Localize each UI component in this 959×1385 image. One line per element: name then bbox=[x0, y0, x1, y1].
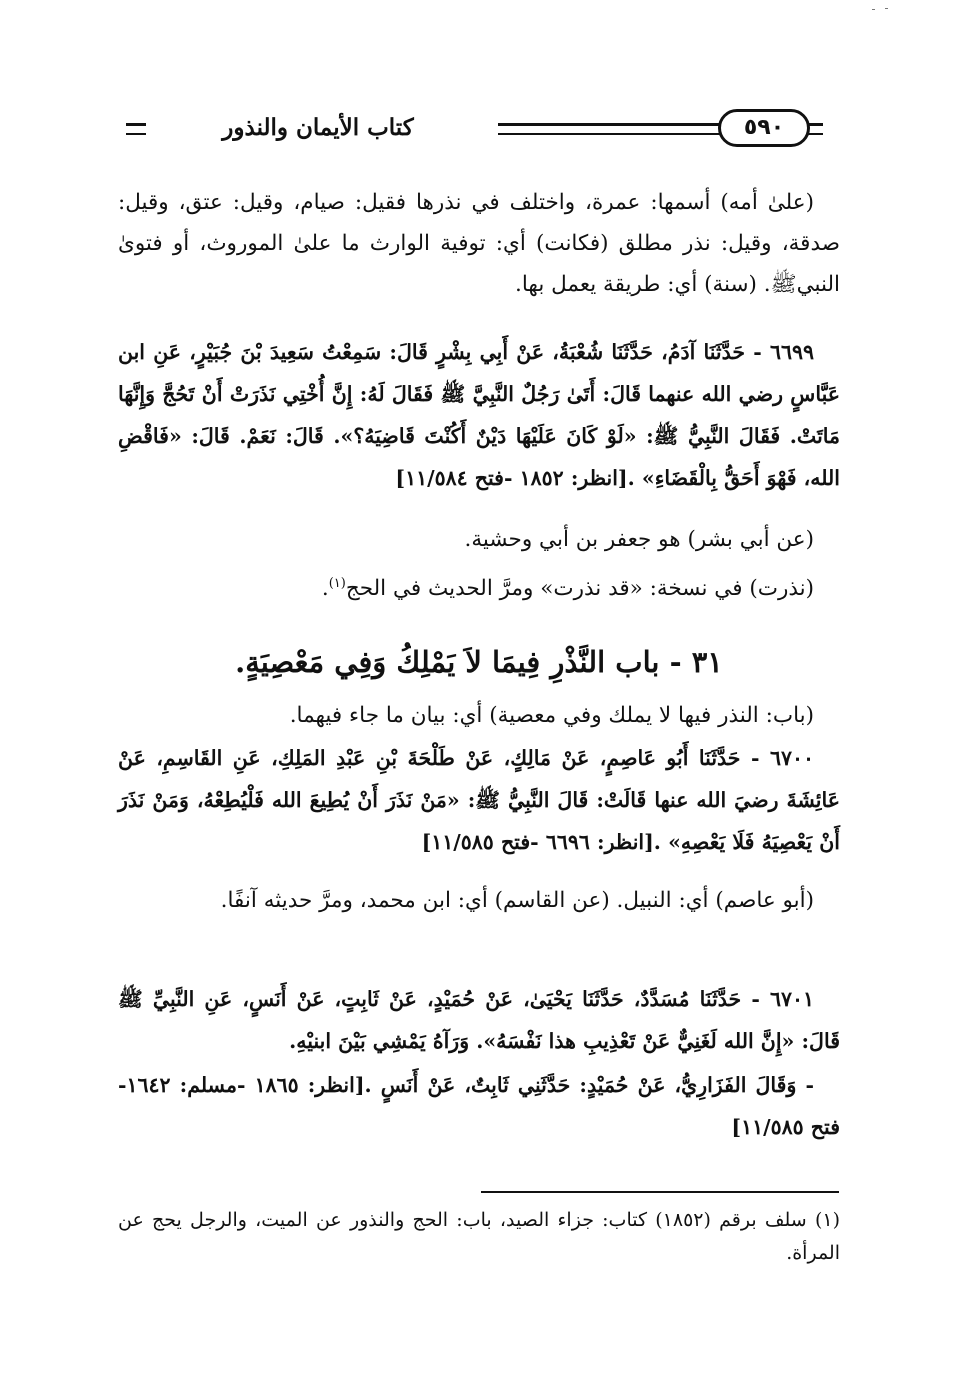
footnote bbox=[118, 1204, 840, 1270]
page-header bbox=[108, 108, 843, 156]
hadith-text: ٦٧٠٠ - حَدَّثَنَا أَبُو عَاصِمٍ، عَنْ مَالِكٍ، عَنْ طَلْحَةَ بْنِ عَبْدِ المَلِكِ، عَنِ القَاسِمِ، عَنْ عَائِشَةَ رضيَ الله عنها قَالَتْ: قَالَ النَّبِيُّ ﷺ: «مَنْ نَذَرَ أَنْ يُطِيعَ الله فَلْيُطِعْهُ، وَمَنْ نَذَرَ أَنْ يَعْصِيَهُ فَلَا يَعْصِهِ» .[انظر: ٦٦٩٦ -فتح ١١/٥٨٥] bbox=[118, 746, 840, 854]
header-rule-left bbox=[126, 123, 146, 135]
running-title: كتاب الأيمان والنذور bbox=[222, 114, 414, 141]
scan-speck bbox=[872, 9, 875, 10]
hadith-text: ٦٦٩٩ - حَدَّثَنَا آدَمُ، حَدَّثَنَا شُعْبَةُ، عَنْ أَبِي بِشْرٍ قَالَ: سَمِعْتُ سَعِيدَ بْنَ جُبَيْرٍ، عَنِ ابن عَبَّاسٍ رضي الله عنهما قَالَ: أَتَىٰ رَجُلٌ النَّبِيَّ ﷺ فَقَالَ لَهُ: إِنَّ أُخْتِي نَذَرَتْ أَنْ تَحُجَّ وَإِنَّهَا مَاتَتْ. فَقَالَ النَّبِيُّ ﷺ: «لَوْ كَانَ عَلَيْهَا دَيْنٌ أَكُنْتَ قَاضِيَهُ؟». قَالَ: نَعَمْ. قَالَ: «فَاقْضِ الله، فَهْوَ أَحَقُّ بِالْقَضَاءِ» .[انظر: ١٨٥٢ -فتح ١١/٥٨٤] bbox=[118, 340, 840, 490]
hadith-6700 bbox=[118, 737, 840, 863]
page-number: ٥٩٠ bbox=[718, 109, 810, 147]
paragraph-text: (علىٰ أمه) أسمها: عمرة، واختلف في نذرها فقيل: صيام، وقيل: عتق، وقيل: صدقة، وقيل: نذر مطلق (فكانت) أي: توفية الوارث ما علىٰ الموروث، أو فتوىٰ النبيﷺ. (سنة) أي: طريقة يعمل بها. bbox=[118, 190, 840, 297]
commentary-paragraph bbox=[118, 563, 840, 609]
paragraph-text-main: (نذرت) في نسخة: «قد نذرت» ومرَّ الحديث في الحج bbox=[345, 576, 814, 602]
sentence-end: . bbox=[321, 576, 329, 602]
footnote-reference: (١) bbox=[328, 576, 346, 591]
hadith-text: ٦٧٠١ - حَدَّثَنَا مُسَدَّدٌ، حَدَّثَنَا يَحْيَىٰ، عَنْ حُمَيْدٍ، عَنْ ثَابِتٍ، عَنْ أَنَسٍ، عَنِ النَّبِيِّ ﷺ قَالَ: «إِنَّ الله لَغَنِيٌّ عَنْ تَعْذِيبِ هذا نَفْسَهُ». وَرَآهُ يَمْشِي بَيْنَ ابنيْهِ. bbox=[118, 987, 840, 1053]
commentary-paragraph bbox=[118, 880, 840, 921]
footnote-text: (١) سلف برقم (١٨٥٢) كتاب: جزاء الصيد، باب: الحج والنذور عن الميت، والرجل يحج عن المرأة. bbox=[118, 1209, 840, 1264]
commentary-paragraph bbox=[118, 695, 840, 736]
scan-speck bbox=[885, 8, 888, 9]
hadith-text: - وَقَالَ الفَزَارِيُّ، عَنْ حُمَيْدٍ: حَدَّثَنِي ثَابِتٌ، عَنْ أَنَسٍ .[انظر: ١٨٦٥ -مسلم: ١٦٤٢- فتح ١١/٥٨٥] bbox=[118, 1073, 840, 1139]
paragraph-text: (باب: النذر فيها لا يملك وفي معصية) أي: بيان ما جاء فيهما. bbox=[289, 703, 814, 728]
chapter-heading: ٣١ - باب النَّذْرِ فِيمَا لاَ يَمْلِكُ وَفِي مَعْصِيَةٍ. bbox=[235, 645, 723, 679]
paragraph-text bbox=[118, 563, 840, 609]
commentary-paragraph bbox=[118, 182, 840, 305]
footnote-separator bbox=[481, 1191, 839, 1193]
paragraph-text: (أبو عاصم) أي: النبيل. (عن القاسم) أي: ابن محمد، ومرَّ حديثه آنفًا. bbox=[220, 888, 814, 913]
hadith-6701 bbox=[118, 978, 840, 1062]
hadith-taliq bbox=[118, 1064, 840, 1148]
commentary-paragraph bbox=[118, 519, 840, 560]
paragraph-text: (عن أبي بشر) هو جعفر بن أبي وحشية. bbox=[464, 527, 814, 552]
hadith-6699 bbox=[118, 331, 840, 499]
